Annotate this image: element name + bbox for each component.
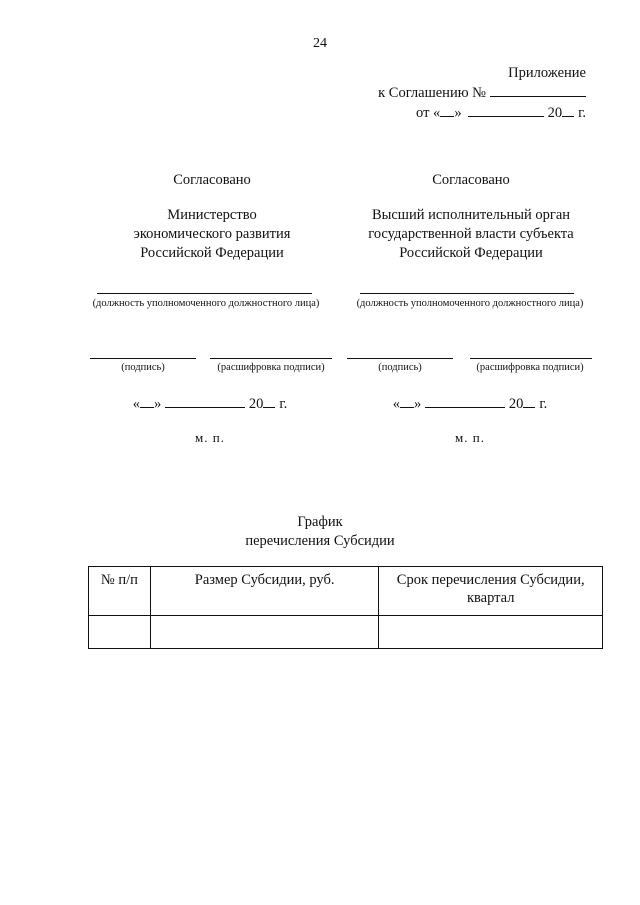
- appendix-date-open: от «: [416, 105, 441, 121]
- right-signature-caption: (подпись): [378, 362, 422, 373]
- appendix-date-close: »: [454, 105, 462, 121]
- appendix-title: Приложение: [508, 65, 586, 81]
- left-date-suffix: г.: [279, 396, 288, 412]
- appendix-agreement-label: к Соглашению №: [378, 85, 486, 101]
- schedule-title-line2: перечисления Субсидии: [245, 533, 395, 549]
- schedule-title: [0, 513, 640, 551]
- left-position-line: [97, 292, 312, 294]
- left-org-line2: экономического развития: [133, 226, 291, 242]
- right-stamp-placeholder: м. п.: [455, 430, 485, 445]
- left-org-line1: Министерство: [167, 207, 257, 223]
- left-day-blank: [140, 393, 154, 408]
- right-date-line: [360, 393, 580, 413]
- appendix-month-blank: [468, 102, 544, 117]
- right-year-blank: [523, 393, 535, 408]
- right-organization: [336, 206, 606, 263]
- table-row: [89, 616, 603, 649]
- table-cell: [89, 616, 151, 649]
- right-month-blank: [425, 393, 505, 408]
- left-approved-label: Согласовано: [173, 172, 251, 188]
- table-cell: [150, 616, 379, 649]
- right-signature-line: [347, 357, 453, 359]
- right-date-year: 20: [508, 396, 524, 412]
- appendix-header: [286, 64, 586, 122]
- appendix-date-suffix: г.: [578, 105, 586, 121]
- left-signature-line: [90, 357, 196, 359]
- header-term: Срок перечисления Субсидии, квартал: [379, 567, 603, 616]
- appendix-day-blank: [440, 102, 454, 117]
- right-date-close: »: [413, 396, 422, 412]
- left-date-year: 20: [248, 396, 264, 412]
- right-date-suffix: г.: [539, 396, 548, 412]
- left-org-line3: Российской Федерации: [140, 245, 284, 261]
- left-stamp-placeholder: м. п.: [195, 430, 225, 445]
- right-org-line2: государственной власти субъекта: [368, 226, 574, 242]
- left-date-open: «: [132, 396, 140, 412]
- left-date-close: »: [153, 396, 162, 412]
- left-decryption-line: [210, 357, 332, 359]
- right-approved-label: Согласовано: [432, 172, 510, 188]
- left-signature-caption: (подпись): [121, 362, 165, 373]
- right-decryption-line: [470, 357, 592, 359]
- appendix-year-blank: [562, 102, 574, 117]
- appendix-date-year: 20: [547, 105, 563, 121]
- right-org-line1: Высший исполнительный орган: [371, 207, 571, 223]
- page-number: 24: [313, 36, 327, 51]
- right-date-open: «: [392, 396, 400, 412]
- right-day-blank: [400, 393, 414, 408]
- left-position-caption: (должность уполномоченного должностного лица): [92, 298, 320, 309]
- agreement-number-blank: [490, 82, 586, 97]
- left-decryption-caption: (расшифровка подписи): [217, 362, 325, 373]
- table-cell: [379, 616, 603, 649]
- appendix-date-line: [286, 102, 586, 122]
- appendix-agreement-line: [286, 82, 586, 102]
- schedule-table: [88, 566, 603, 649]
- left-organization: [77, 206, 347, 263]
- right-decryption-caption: (расшифровка подписи): [476, 362, 584, 373]
- left-date-line: [100, 393, 320, 413]
- left-month-blank: [165, 393, 245, 408]
- left-year-blank: [263, 393, 275, 408]
- header-amount: Размер Субсидии, руб.: [150, 567, 379, 616]
- right-org-line3: Российской Федерации: [399, 245, 543, 261]
- schedule-title-line1: График: [297, 514, 343, 530]
- right-position-caption: (должность уполномоченного должностного лица): [356, 298, 584, 309]
- right-position-line: [360, 292, 574, 294]
- schedule-header-row: [89, 567, 603, 616]
- header-number: № п/п: [89, 567, 151, 616]
